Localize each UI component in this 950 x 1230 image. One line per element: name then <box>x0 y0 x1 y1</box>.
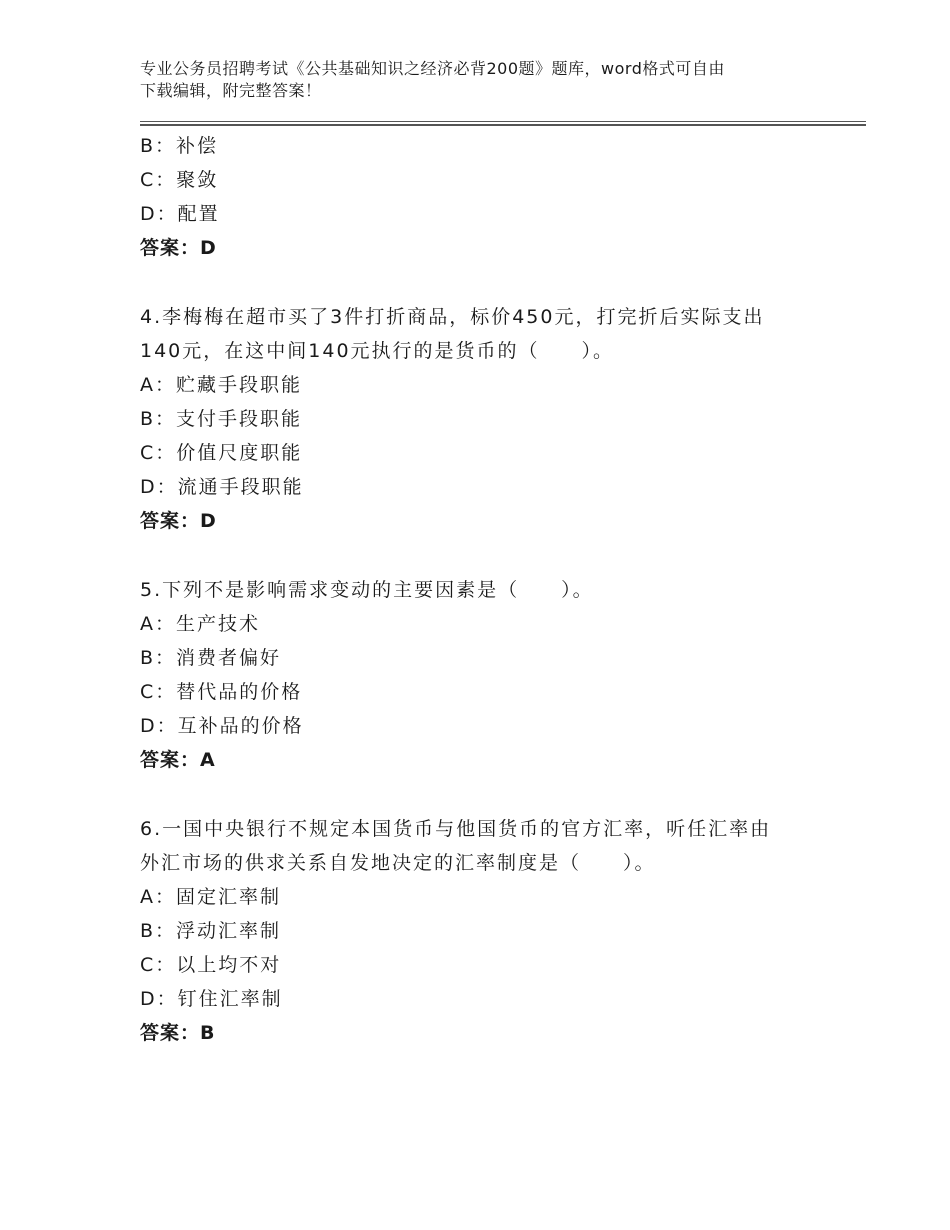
header-title-line-2: 下载编辑，附完整答案！ <box>140 81 322 100</box>
option-c: C：价值尺度职能 <box>140 442 303 464</box>
option-b: B：支付手段职能 <box>140 408 303 430</box>
option-b: B：补偿 <box>140 135 219 157</box>
spacer <box>140 538 820 573</box>
option-b: B：浮动汇率制 <box>140 920 282 942</box>
question-list <box>140 129 820 1050</box>
option-c: C：聚敛 <box>140 169 219 191</box>
question-stem: 4.李梅梅在超市买了3件打折商品，标价450元，打完折后实际支出 <box>140 306 765 328</box>
option-c: C：以上均不对 <box>140 954 282 976</box>
answer-line: 答案：D <box>140 237 217 259</box>
answer-line: 答案：D <box>140 510 217 532</box>
question-stem-continued: 外汇市场的供求关系自发地决定的汇率制度是（ ）。 <box>140 852 656 874</box>
option-c: C：替代品的价格 <box>140 681 303 703</box>
spacer <box>140 265 820 300</box>
continued-question <box>140 129 820 265</box>
question-5 <box>140 573 820 777</box>
option-a: A：固定汇率制 <box>140 886 281 908</box>
option-d: D：流通手段职能 <box>140 476 304 498</box>
question-4 <box>140 300 820 538</box>
spacer <box>140 777 820 812</box>
option-a: A：生产技术 <box>140 613 260 635</box>
option-d: D：互补品的价格 <box>140 715 304 737</box>
question-6 <box>140 812 820 1050</box>
answer-line: 答案：A <box>140 749 216 771</box>
question-stem: 6.一国中央银行不规定本国货币与他国货币的官方汇率，听任汇率由 <box>140 818 772 840</box>
question-stem-continued: 140元，在这中间140元执行的是货币的（ ）。 <box>140 340 615 362</box>
page-header <box>140 58 820 102</box>
header-divider <box>140 121 866 126</box>
header-title-line-1: 专业公务员招聘考试《公共基础知识之经济必背200题》题库，word格式可自由 <box>140 59 725 78</box>
option-d: D：配置 <box>140 203 220 225</box>
option-d: D：钉住汇率制 <box>140 988 283 1010</box>
option-b: B：消费者偏好 <box>140 647 282 669</box>
option-a: A：贮藏手段职能 <box>140 374 302 396</box>
question-stem: 5.下列不是影响需求变动的主要因素是（ ）。 <box>140 579 594 601</box>
answer-line: 答案：B <box>140 1022 216 1044</box>
